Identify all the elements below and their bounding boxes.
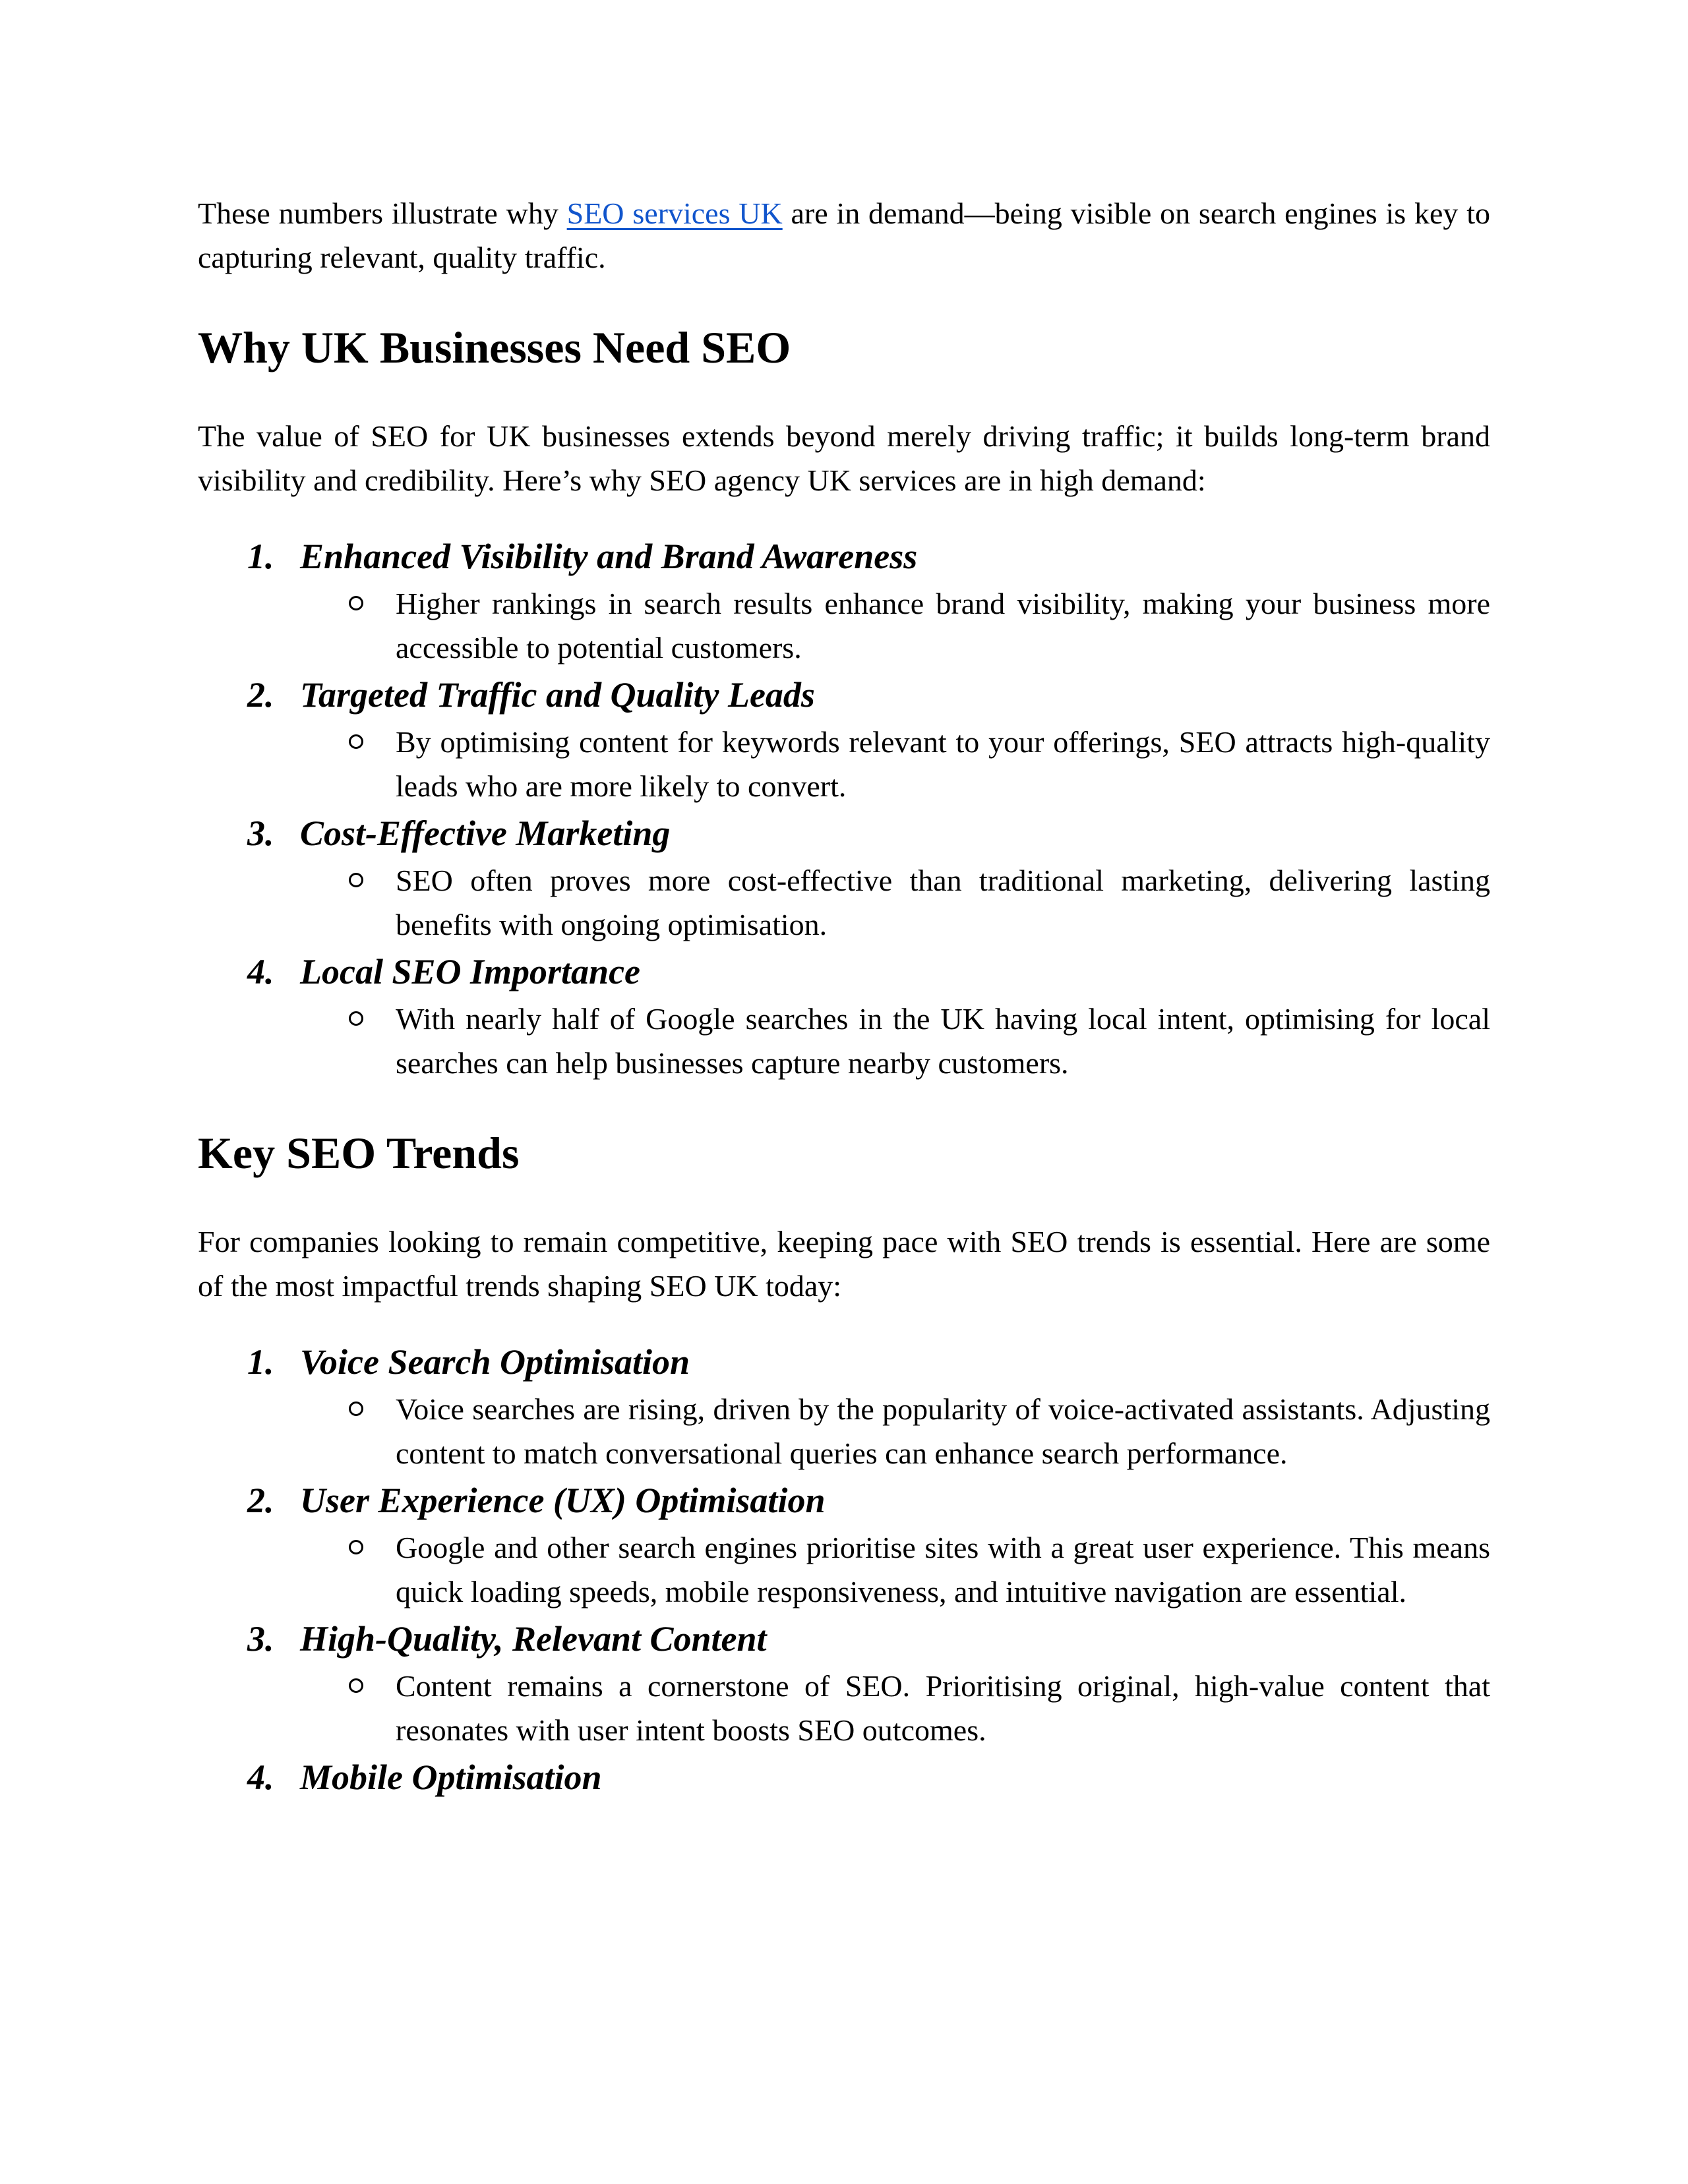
list-item: [198, 947, 1490, 1085]
list-item-number: 3.: [247, 1619, 274, 1659]
list-item-detail: SEO often proves more cost-effective than traditional marketing, delivering lasting benefits with ongoing optimisation.: [396, 864, 1490, 941]
circle-bullet-icon: [349, 596, 363, 610]
list-item-number: 2.: [247, 675, 274, 715]
list-item-number: 4.: [247, 952, 274, 991]
list-item-title: Enhanced Visibility and Brand Awareness: [300, 537, 918, 576]
list-item-title: Mobile Optimisation: [300, 1757, 602, 1797]
list-item-number: 1.: [247, 1342, 274, 1382]
sub-bullet-row: [198, 581, 1490, 670]
list-item-heading: [198, 947, 1490, 997]
section-2-paragraph: For companies looking to remain competitive, keeping pace with SEO trends is essential. Here are some of the most impactful trends shaping SEO UK today:: [198, 1225, 1490, 1303]
seo-services-uk-link[interactable]: SEO services UK: [566, 196, 783, 230]
section-1-numbered-list: [198, 531, 1490, 1085]
list-item-number: 2.: [247, 1481, 274, 1520]
circle-bullet-icon: [349, 873, 363, 887]
list-item-heading: [198, 531, 1490, 581]
list-item-title: High-Quality, Relevant Content: [300, 1619, 767, 1659]
list-item-title: Local SEO Importance: [300, 952, 641, 991]
list-item-heading: [198, 670, 1490, 720]
list-item-number: 1.: [247, 537, 274, 576]
list-item-heading: [198, 808, 1490, 858]
list-item-title: Voice Search Optimisation: [300, 1342, 690, 1382]
list-item-heading: [198, 1337, 1490, 1387]
list-item: [198, 808, 1490, 947]
sub-bullet-row: [198, 720, 1490, 808]
list-item: [198, 670, 1490, 808]
section-2-numbered-list: [198, 1337, 1490, 1802]
list-item-detail: With nearly half of Google searches in the UK having local intent, optimising for local searches can help businesses capture nearby customers.: [396, 1002, 1490, 1080]
list-item-detail: Google and other search engines prioritise sites with a great user experience. This means quick loading speeds, mobile responsiveness, and intuitive navigation are essential.: [396, 1531, 1490, 1608]
section-1-paragraph: The value of SEO for UK businesses extends beyond merely driving traffic; it builds long-term brand visibility and credibility. Here’s why SEO agency UK services are in high demand:: [198, 419, 1490, 497]
list-item-heading: [198, 1752, 1490, 1802]
sub-bullet-row: [198, 1525, 1490, 1614]
list-item: [198, 1337, 1490, 1475]
circle-bullet-icon: [349, 734, 363, 749]
list-item-detail: Voice searches are rising, driven by the popularity of voice-activated assistants. Adjusting content to match conversational queries can enhance search performance.: [396, 1392, 1490, 1470]
sub-bullet-row: [198, 997, 1490, 1085]
intro-paragraph: [198, 191, 1490, 280]
list-item-title: User Experience (UX) Optimisation: [300, 1481, 826, 1520]
list-item-heading: [198, 1475, 1490, 1525]
list-item-title: Cost-Effective Marketing: [300, 813, 671, 853]
list-item-detail: Higher rankings in search results enhance brand visibility, making your business more accessible to potential customers.: [396, 587, 1490, 664]
circle-bullet-icon: [349, 1540, 363, 1554]
list-item-detail: By optimising content for keywords relevant to your offerings, SEO attracts high-quality leads who are more likely to convert.: [396, 725, 1490, 803]
circle-bullet-icon: [349, 1402, 363, 1416]
list-item: [198, 1752, 1490, 1802]
sub-bullet-row: [198, 1387, 1490, 1475]
section-1-heading: Why UK Businesses Need SEO: [198, 322, 791, 372]
list-item: [198, 1614, 1490, 1752]
list-item: [198, 531, 1490, 670]
sub-bullet-row: [198, 858, 1490, 947]
list-item-number: 3.: [247, 813, 274, 853]
list-item-title: Targeted Traffic and Quality Leads: [300, 675, 815, 715]
circle-bullet-icon: [349, 1011, 363, 1026]
list-item-number: 4.: [247, 1757, 274, 1797]
list-item-detail: Content remains a cornerstone of SEO. Prioritising original, high-value content that resonates with user intent boosts SEO outcomes.: [396, 1669, 1490, 1747]
intro-text-after: are in demand—being visible on search engines is key to capturing relevant, quality traffic.: [198, 196, 1490, 274]
intro-text-before: These numbers illustrate why: [198, 196, 567, 230]
circle-bullet-icon: [349, 1678, 363, 1693]
sub-bullet-row: [198, 1664, 1490, 1752]
list-item: [198, 1475, 1490, 1614]
list-item-heading: [198, 1614, 1490, 1664]
section-2-heading: Key SEO Trends: [198, 1128, 520, 1178]
